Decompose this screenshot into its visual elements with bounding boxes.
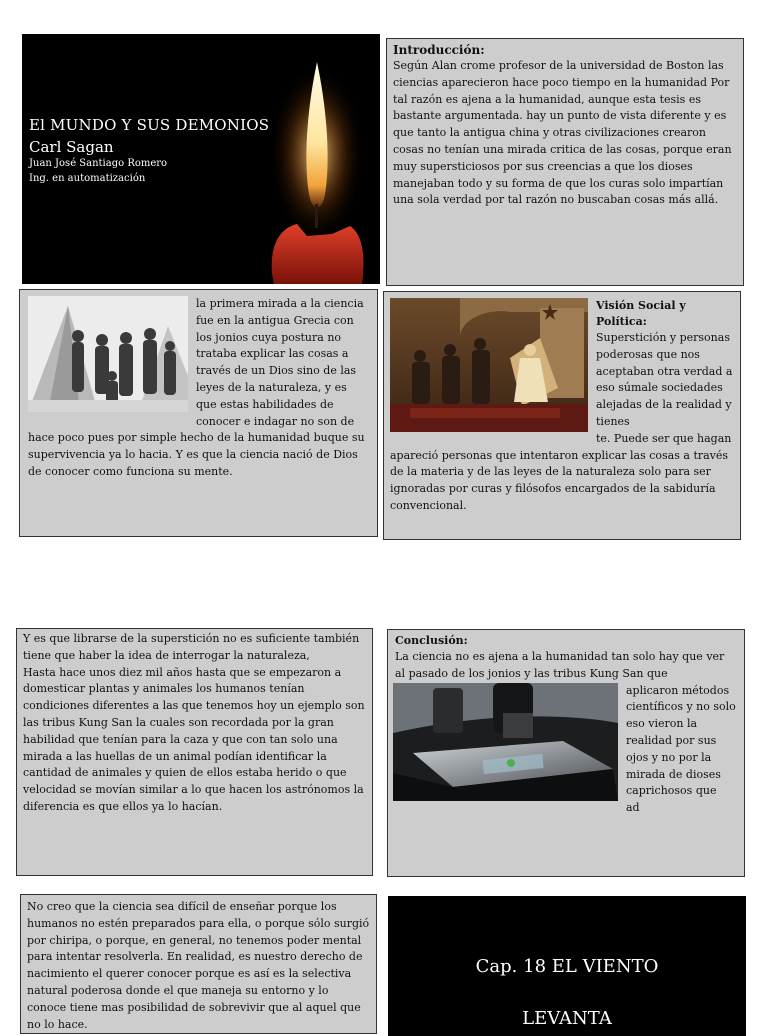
jonios-panel bbox=[19, 289, 378, 537]
supersticion-body: Y es que librarse de la superstición no es suficiente también tiene que haber la idea de interrogar la naturaleza, Hasta hace unos diez mil años hasta que se empezaron a domesticar plantas y animales los humanos tenían condiciones diferentes a las que tenemos hoy un ejemplo son las tribus Kung San la cuales son recordada por la gran habilidad que tenían para la caza y que con tan solo una mirada a las huellas de un animal podían identificar la cantidad de animales y quien de ellos estaba herido o que velocidad se movían similar a lo que hacen los astrónomos la diferencia es que ellos ya lo hacían. bbox=[23, 632, 365, 813]
cover-student: Juan José Santiago Romero bbox=[29, 158, 168, 169]
intro-heading: Introducción: bbox=[393, 43, 485, 57]
microscope-image bbox=[393, 683, 618, 801]
conclusion-body-end: ad bbox=[626, 801, 640, 815]
cover-title: El MUNDO Y SUS DEMONIOS bbox=[29, 116, 270, 134]
conclusion-panel bbox=[387, 629, 745, 877]
conclusion-body: La ciencia no es ajena a la humanidad tan solo hay que ver al pasado de los jonios y las tribus Kung San que bbox=[395, 650, 725, 680]
cover-panel bbox=[22, 34, 380, 284]
ensenar-panel bbox=[20, 894, 377, 1034]
conclusion-body-continued: aplicaron métodos científicos y no solo eso vieron la realidad por sus ojos y no por la mirada de dioses caprichosos que bbox=[626, 683, 736, 798]
painting-image bbox=[390, 298, 588, 432]
chapter-title-line-2: LEVANTA bbox=[522, 1008, 612, 1029]
ensenar-body: No creo que la ciencia sea difícil de enseñar porque los humanos no estén preparados para ella, o porque sólo surgió por chiripa, o porque, en general, no tenemos poder mental para intentar resolverla. En realidad, es nuestro derecho de nacimiento el querer conocer porque es así es la selectiva natural poderosa donde el que maneja su entorno y lo conoce tiene mas posibilidad de sobrevivir que al aquel que no lo hace. bbox=[27, 900, 370, 1031]
cover-program: Ing. en automatización bbox=[29, 173, 146, 184]
chapter-panel bbox=[388, 896, 746, 1036]
supersticion-panel bbox=[16, 628, 373, 876]
vision-body: Superstición y personas poderosas que nos aceptaban otra verdad a eso súmale sociedades alejadas de la realidad y tienes bbox=[596, 331, 733, 428]
conclusion-heading: Conclusión: bbox=[395, 634, 468, 647]
vision-heading: Visión Social y Política: bbox=[596, 299, 686, 328]
candle-image bbox=[262, 54, 380, 284]
cover-author: Carl Sagan bbox=[29, 138, 114, 156]
chapter-title-line-1: Cap. 18 EL VIENTO bbox=[475, 956, 659, 977]
vision-panel bbox=[383, 291, 741, 540]
intro-panel bbox=[386, 38, 744, 286]
intro-body: Según Alan crome profesor de la universidad de Boston las ciencias aparecieron hace poco tiempo en la humanidad Por tal razón es ajena a la humanidad, aunque esta tesis es bastante argumentada. hay un punto de vista diferente y es que tanto la antigua china y otras civilizaciones crearon cosas no tenían una mirada critica de las cosas, porque eran muy supersticiosos por sus creencias a que los dioses manejaban todo y su forma de que los curas solo impartían una sola verdad por tal razón no buscaban cosas más allá. bbox=[393, 59, 732, 207]
tribe-photo bbox=[28, 296, 188, 412]
vision-body-continued: te. Puede ser que hagan apareció personas que intentaron explicar las cosas a través de la materia y de las leyes de la naturaleza solo para ser ignoradas por curas y filósofos encargados de la sabiduría convencional. bbox=[390, 431, 732, 512]
jonios-body: la primera mirada a la ciencia fue en la antigua Grecia con los jonios cuya postura no trataba explicar las cosas a través de un Dios sino de las leyes de la naturaleza, y es que estas habilidades de conocer e indagar no son de hace poco pues por simple hecho de la humanidad buque su supervivencia ya lo hacia. Y es que la ciencia nació de Dios de conocer como funciona su mente. bbox=[28, 297, 365, 478]
